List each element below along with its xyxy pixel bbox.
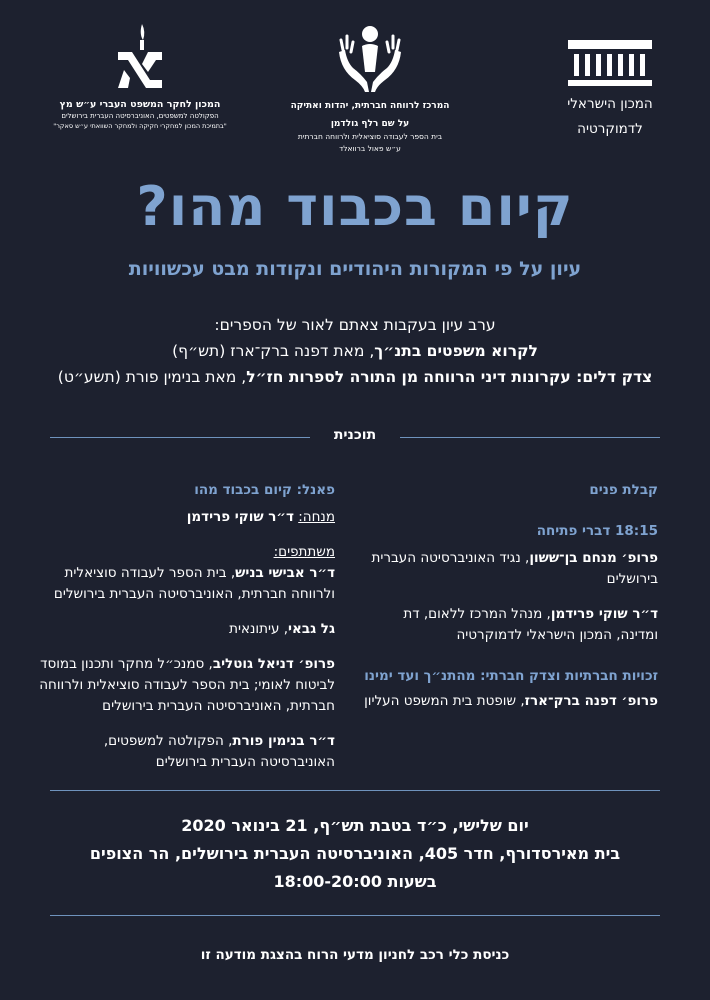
mentz-logo-sub-line1: הפקולטה למשפטים, האוניברסיטה העברית בירושלים (61, 112, 219, 120)
hands-figure-icon (335, 22, 405, 94)
speaker-name: ד״ר שוקי פרידמן (550, 606, 658, 622)
participant-entry (35, 654, 335, 717)
logo-row (0, 22, 710, 162)
speaker-name: פרופ׳ דפנה ברק־ארז (524, 693, 658, 709)
event-time: בשעות 18:00-20:00 (273, 872, 437, 891)
intro-line: ערב עיון בעקבות צאתם לאור של הספרים: (214, 316, 496, 334)
moderator-entry (35, 507, 335, 528)
participant-affiliation: , עיתונאית (229, 621, 289, 637)
flame-letter-icon (112, 22, 168, 92)
event-date: יום שלישי, כ״ד בטבת תש״ף, 21 בינואר 2020 (181, 816, 529, 835)
mentz-logo-name: המכון לחקר המשפט העברי ע״ש מץ (59, 99, 221, 110)
event-place: בית מאירסדורף, חדר 405, האוניברסיטה העברית בירושלים, הר הצופים (89, 844, 621, 863)
idi-logo (548, 38, 672, 138)
reception-heading: קבלת פנים (589, 482, 658, 498)
participant-name: פרופ׳ דניאל גוטליב (212, 656, 335, 672)
book-2-author: , מאת בנימין פורת (תשע״ט) (57, 368, 247, 386)
mentz-institute-logo (40, 22, 240, 131)
idi-logo-name-line1: המכון הישראלי (567, 96, 653, 112)
ethics-center-logo (270, 22, 470, 154)
book-2-title: צדק דלים: עקרונות דיני הרווחה מן התורה לספרות חז״ל (246, 368, 653, 386)
speaker-entry (358, 604, 658, 646)
ethics-logo-sub-line1: בית הספר לעבודה סוציאלית ולרווחה חברתית (297, 132, 443, 141)
speaker-affiliation: , מנהל המרכז ללאום, דת ומדינה, המכון הישראלי לדמוקרטיה (403, 606, 658, 643)
program-left-column (35, 480, 335, 773)
participant-entry (35, 619, 335, 640)
participant-name: גל גבאי (288, 621, 335, 637)
book-1-title: לקרוא משפטים בתנ״ך (374, 342, 538, 360)
speaker-name: פרופ׳ מנחם בן־ששון (529, 550, 658, 566)
program-label: תוכנית (333, 427, 377, 443)
participant-name: ד״ר אבישי בניש (235, 565, 335, 581)
idi-logo-name-line2: לדמוקרטיה (577, 121, 643, 137)
speaker-affiliation: , שופטת בית המשפט העליון (364, 693, 525, 709)
moderator-label: מנחה: (298, 509, 335, 525)
pillars-icon (564, 38, 656, 88)
talk-heading: זכויות חברתיות וצדק חברתי: מהתנ״ך ועד ימינו (364, 668, 658, 684)
opening-heading: 18:15 דברי פתיחה (536, 523, 658, 539)
book-2 (30, 364, 680, 390)
participant-name: ד״ר בנימין פורת (232, 733, 335, 749)
participant-affiliation: , סמנכ״ל מחקר ותכנון במוסד לביטוח לאומי; בית הספר לעבודה סוציאלית ולרווחה חברתית, האוניברסיטה העברית בירושלים (39, 656, 335, 714)
ethics-logo-name-line1: המרכז לרווחה חברתית, יהדות ואתיקה (290, 101, 450, 111)
participant-affiliation: , בית הספר לעבודה סוציאלית ולרווחה חברתית, האוניברסיטה העברית בירושלים (53, 565, 335, 602)
book-1 (30, 338, 680, 364)
page-subtitle: עיון על פי המקורות היהודיים ונקודות מבט עכשוויות (128, 258, 582, 280)
speaker-affiliation: , נגיד האוניברסיטה העברית בירושלים (371, 550, 658, 587)
moderator-name: ד״ר שוקי פרידמן (186, 509, 294, 525)
participant-entry (35, 563, 335, 605)
event-details (0, 812, 710, 896)
book-1-author: , מאת דפנה ברק־ארז (תש״ף) (172, 342, 375, 360)
intro-block (30, 312, 680, 390)
program-divider (50, 427, 660, 447)
participant-entry (35, 731, 335, 773)
panel-heading: פאנל: קיום בכבוד מהו (194, 482, 335, 498)
ethics-logo-sub-line2: ע״ש פאול ברוואלד (339, 144, 401, 153)
speaker-entry (358, 691, 658, 712)
parking-note: כניסת כלי רכב לחניון מדעי הרוח בהצגת מודעה זו (200, 947, 510, 963)
participants-label: משתתפים: (273, 544, 335, 560)
speaker-entry (358, 548, 658, 590)
program-right-column (358, 480, 658, 712)
footer-divider-bottom (50, 915, 660, 916)
ethics-logo-name-line2: על שם רלף גולדמן (330, 119, 410, 129)
page-title: קיום בכבוד מהו? (136, 175, 574, 238)
participant-affiliation: , הפקולטה למשפטים, האוניברסיטה העברית בירושלים (103, 733, 335, 770)
footer-divider-top (50, 790, 660, 791)
mentz-logo-sub-line2: "בתמיכת המכון למחקרי חקיקה ולמחקר השוואתי ע״ש סאקר" (53, 122, 227, 130)
